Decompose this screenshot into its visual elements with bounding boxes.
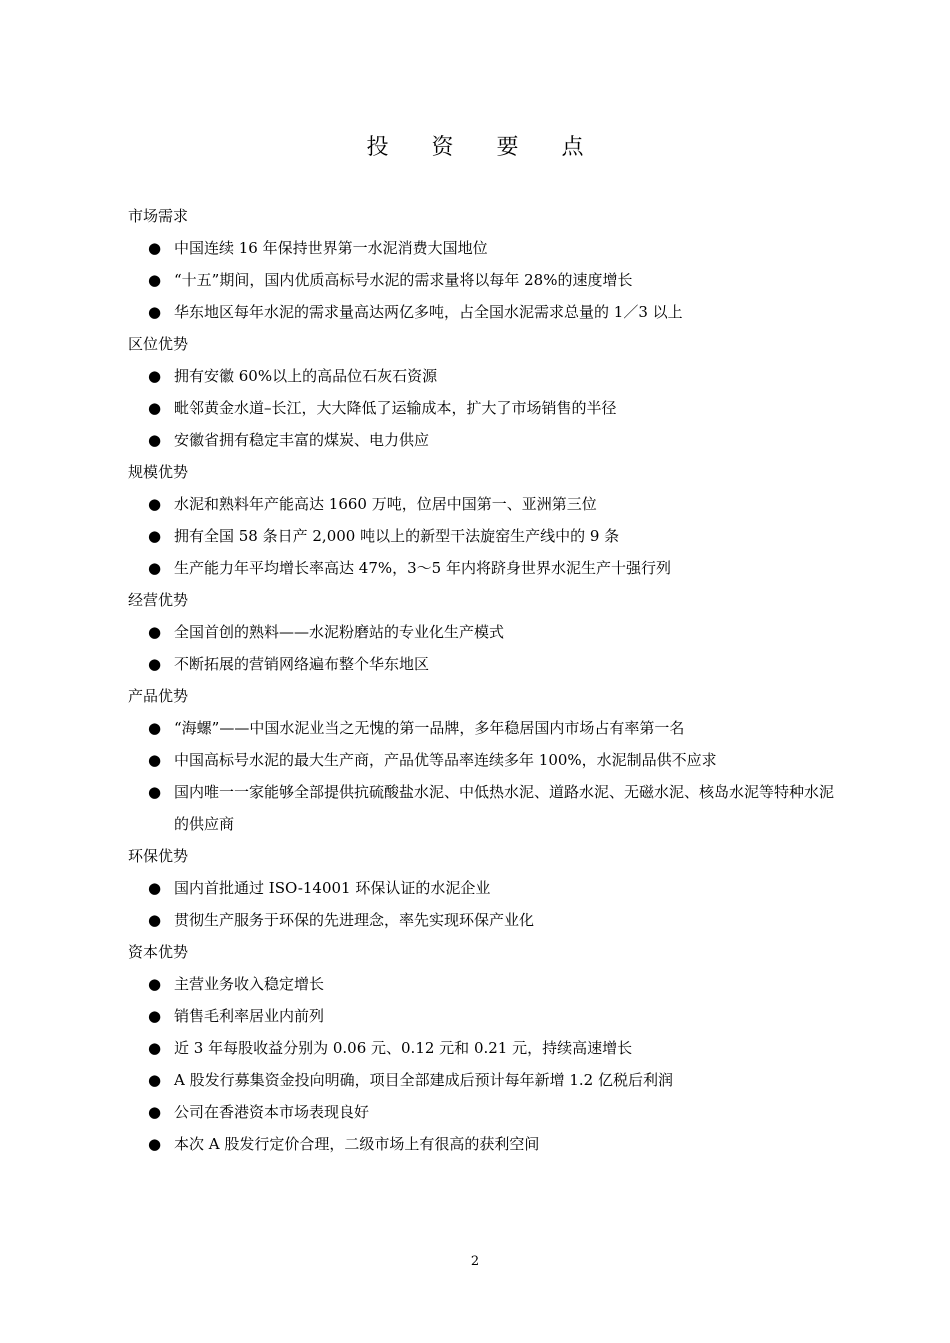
list-item [128,264,848,296]
bullet-icon: ● [148,271,162,289]
section-product-advantage [128,680,848,840]
list-item-text: 拥有全国 58 条日产 2,000 吨以上的新型干法旋窑生产线中的 9 条 [174,527,620,545]
list-item [128,232,848,264]
bullet-icon: ● [148,1007,162,1025]
section-heading: 资本优势 [128,943,189,961]
investment-highlights [128,200,848,1160]
bullet-icon: ● [148,495,162,513]
list-item [128,968,848,1000]
page-title: 投 资 要 点 [366,135,602,160]
list-item-text: “海螺”——中国水泥业当之无愧的第一品牌，多年稳居国内市场占有率第一名 [174,719,685,737]
bullet-icon: ● [148,399,162,417]
list-item-text: 生产能力年平均增长率高达 47%，3～5 年内将跻身世界水泥生产十强行列 [174,559,671,577]
list-item-text: 安徽省拥有稳定丰富的煤炭、电力供应 [174,431,430,449]
list-item-text: 主营业务收入稳定增长 [174,975,325,993]
bullet-icon: ● [148,1135,162,1153]
section-heading: 市场需求 [128,207,189,225]
list-item-text: “十五”期间，国内优质高标号水泥的需求量将以每年 28%的速度增长 [174,271,633,289]
bullet-icon: ● [148,303,162,321]
list-item-text: 国内唯一一家能够全部提供抗硫酸盐水泥、中低热水泥、道路水泥、无磁水泥、核岛水泥等特种水泥的供应商 [174,783,835,833]
list-item [128,616,848,648]
list-item-text: 拥有安徽 60%以上的高品位石灰石资源 [174,367,438,385]
bullet-icon: ● [148,623,162,641]
bullet-icon: ● [148,239,162,257]
section-heading: 产品优势 [128,687,189,705]
list-item-text: 毗邻黄金水道–长江，大大降低了运输成本，扩大了市场销售的半径 [174,399,617,417]
list-item [128,1032,848,1064]
section-location-advantage [128,328,848,456]
list-item [128,424,848,456]
list-item [128,872,848,904]
list-item [128,1128,848,1160]
bullet-icon: ● [148,655,162,673]
list-item-text: 本次 A 股发行定价合理，二级市场上有很高的获利空间 [174,1135,540,1153]
list-item-text: 中国高标号水泥的最大生产商，产品优等品率连续多年 100%，水泥制品供不应求 [174,751,717,769]
list-item-text: 贯彻生产服务于环保的先进理念，率先实现环保产业化 [174,911,535,929]
bullet-icon: ● [148,751,162,769]
bullet-icon: ● [148,719,162,737]
list-item [128,488,848,520]
list-item [128,392,848,424]
bullet-icon: ● [148,431,162,449]
list-item-text: 近 3 年每股收益分别为 0.06 元、0.12 元和 0.21 元，持续高速增长 [174,1039,633,1057]
list-item [128,904,848,936]
list-item [128,296,848,328]
list-item-text: 国内首批通过 ISO-14001 环保认证的水泥企业 [174,879,491,897]
bullet-icon: ● [148,879,162,897]
list-item-text: 全国首创的熟料——水泥粉磨站的专业化生产模式 [174,623,505,641]
list-item [128,1096,848,1128]
section-scale-advantage [128,456,848,584]
bullet-icon: ● [148,367,162,385]
list-item [128,552,848,584]
section-heading: 环保优势 [128,847,189,865]
section-market-demand [128,200,848,328]
list-item [128,1064,848,1096]
list-item [128,744,848,776]
list-item [128,520,848,552]
bullet-icon: ● [148,1039,162,1057]
bullet-icon: ● [148,975,162,993]
list-item-text: 中国连续 16 年保持世界第一水泥消费大国地位 [174,239,488,257]
page-number: 2 [470,1254,480,1269]
list-item [128,712,848,744]
section-heading: 区位优势 [128,335,189,353]
list-item-text: 不断拓展的营销网络遍布整个华东地区 [174,655,430,673]
bullet-icon: ● [148,527,162,545]
section-capital-advantage [128,936,848,1160]
bullet-icon: ● [148,911,162,929]
list-item-text: 华东地区每年水泥的需求量高达两亿多吨，占全国水泥需求总量的 1／3 以上 [174,303,683,321]
section-environmental-advantage [128,840,848,936]
bullet-icon: ● [148,559,162,577]
section-heading: 规模优势 [128,463,189,481]
list-item [128,1000,848,1032]
bullet-icon: ● [148,1071,162,1089]
list-item [128,360,848,392]
list-item-text: A 股发行募集资金投向明确，项目全部建成后预计每年新增 1.2 亿税后利润 [174,1071,673,1089]
bullet-icon: ● [148,1103,162,1121]
section-operation-advantage [128,584,848,680]
list-item-text: 销售毛利率居业内前列 [174,1007,325,1025]
list-item-text: 公司在香港资本市场表现良好 [174,1103,370,1121]
list-item-text: 水泥和熟料年产能高达 1660 万吨，位居中国第一、亚洲第三位 [174,495,597,513]
list-item [128,648,848,680]
section-heading: 经营优势 [128,591,189,609]
bullet-icon: ● [148,783,162,801]
list-item [128,776,834,840]
